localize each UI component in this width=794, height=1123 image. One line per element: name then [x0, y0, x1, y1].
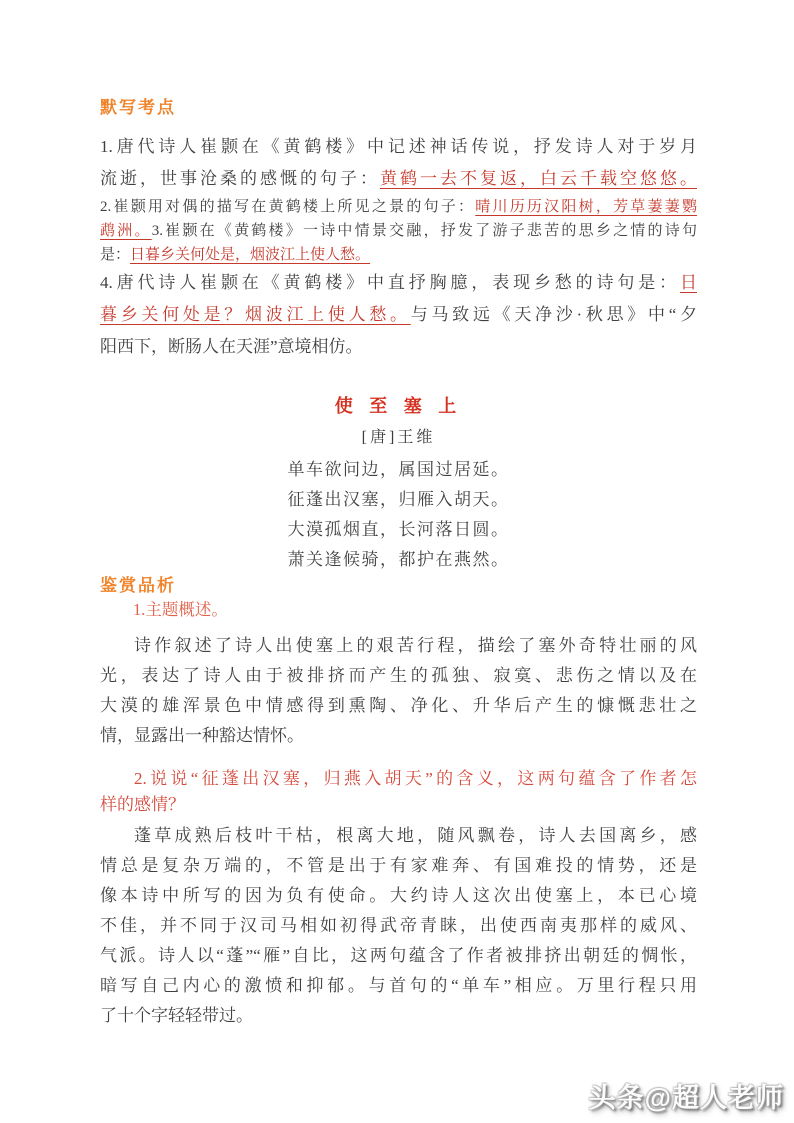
appreciation-heading: 鉴赏品析	[100, 576, 176, 595]
question-2-answer	[100, 821, 697, 1031]
text-line	[100, 941, 697, 971]
body-text: 了十个字轻轻带过。	[100, 1006, 253, 1025]
text-line	[100, 971, 697, 1001]
poem-line: 征蓬出汉塞，归雁入胡天。	[287, 490, 510, 509]
text-line	[100, 881, 697, 911]
text-line	[100, 721, 697, 751]
highlighted-answer-text: 黄鹤一去不复返，白云千载空悠悠。	[380, 169, 697, 188]
text-line	[100, 691, 697, 721]
poem-lines	[100, 455, 697, 575]
body-text: 气派。诗人以“蓬”“雁”自比，这两句蕴含了作者被排挤出朝廷的惆怅，	[100, 946, 697, 965]
question-1-answer	[100, 631, 697, 751]
dictation-paragraph-2	[100, 195, 697, 267]
text-line	[100, 661, 697, 691]
dictation-heading: 默写考点	[100, 98, 176, 117]
body-text: 像本诗中所写的因为负有使命。大约诗人这次出使塞上，本已心境	[100, 886, 697, 905]
question-1-label: 1.主题概述。	[133, 600, 228, 619]
highlighted-answer-text: 日	[680, 273, 697, 292]
text-line	[100, 851, 697, 881]
poem-author: [唐]王维	[361, 429, 436, 446]
poem-title: 使 至 塞 上	[334, 396, 463, 416]
text-line	[100, 821, 697, 851]
text-line	[100, 267, 697, 299]
text-line	[100, 243, 697, 267]
highlighted-answer-text: 晴川历历汉阳树，芳草萋萋鹦	[475, 199, 697, 215]
body-text: 是：	[100, 247, 131, 263]
body-text: 光，表达了诗人由于被排挤而产生的孤独、寂寞、悲伤之情以及在	[100, 666, 697, 685]
dictation-paragraph-1	[100, 131, 697, 195]
highlighted-answer-text: 暮乡关何处是？烟波江上使人愁。	[100, 305, 411, 324]
body-text: 2.崔颢用对偶的描写在黄鹤楼上所见之景的句子：	[100, 199, 476, 215]
body-text: 4.唐代诗人崔颢在《黄鹤楼》中直抒胸臆，表现乡愁的诗句是：	[100, 273, 680, 292]
body-text: 阳西下，断肠人在天涯”意境相仿。	[100, 337, 363, 356]
body-text: 情，显露出一种豁达情怀。	[100, 726, 304, 745]
poem-line: 大漠孤烟直，长河落日圆。	[287, 520, 510, 539]
dictation-section	[100, 99, 697, 363]
poem-line: 萧关逢候骑，都护在燕然。	[287, 550, 510, 569]
text-line	[100, 766, 697, 792]
body-text: 样的感情？	[100, 795, 185, 814]
poem-section	[100, 396, 697, 575]
text-line	[100, 911, 697, 941]
text-line	[100, 792, 697, 818]
poem-line: 单车欲问边，属国过居延。	[287, 460, 510, 479]
text-line	[100, 163, 697, 195]
dictation-paragraph-3	[100, 267, 697, 363]
body-text: 2.说说“征蓬出汉塞，归燕入胡天”的含义，这两句蕴含了作者怎	[134, 769, 697, 788]
body-text: 流逝，世事沧桑的感慨的句子：	[100, 169, 380, 188]
text-line	[100, 195, 697, 219]
body-text: 1.唐代诗人崔颢在《黄鹤楼》中记述神话传说，抒发诗人对于岁月	[100, 137, 697, 156]
watermark: 头条@超人老师	[588, 1083, 784, 1113]
text-line	[100, 331, 697, 363]
text-line	[100, 131, 697, 163]
dictation-paragraphs	[100, 131, 697, 363]
question-2-label	[100, 766, 697, 818]
body-text: 不佳，并不同于汉司马相如初得武帝青睐，出使西南夷那样的威风、	[100, 916, 697, 935]
text-line	[100, 219, 697, 243]
highlighted-answer-text: 鹉洲。	[100, 223, 152, 239]
highlighted-answer-text: 日暮乡关何处是，烟波江上使人愁。	[130, 247, 371, 263]
appreciation-section	[100, 577, 697, 1031]
body-text: 与马致远《天净沙·秋思》中“夕	[410, 305, 697, 324]
body-text: 蓬草成熟后枝叶干枯，根离大地，随风飘卷，诗人去国离乡，感	[134, 826, 697, 845]
body-text: 大漠的雄浑景色中情感得到熏陶、净化、升华后产生的慷慨悲壮之	[100, 696, 697, 715]
text-line	[100, 1001, 697, 1031]
body-text: 3.崔颢在《黄鹤楼》一诗中情景交融，抒发了游子悲苦的思乡之情的诗句	[151, 223, 697, 239]
text-line	[100, 631, 697, 661]
body-text: 诗作叙述了诗人出使塞上的艰苦行程，描绘了塞外奇特壮丽的风	[134, 636, 697, 655]
body-text: 暗写自己内心的激愤和抑郁。与首句的“单车”相应。万里行程只用	[100, 976, 697, 995]
text-line	[100, 299, 697, 331]
body-text: 情总是复杂万端的，不管是出于有家难奔、有国难投的情势，还是	[100, 856, 697, 875]
